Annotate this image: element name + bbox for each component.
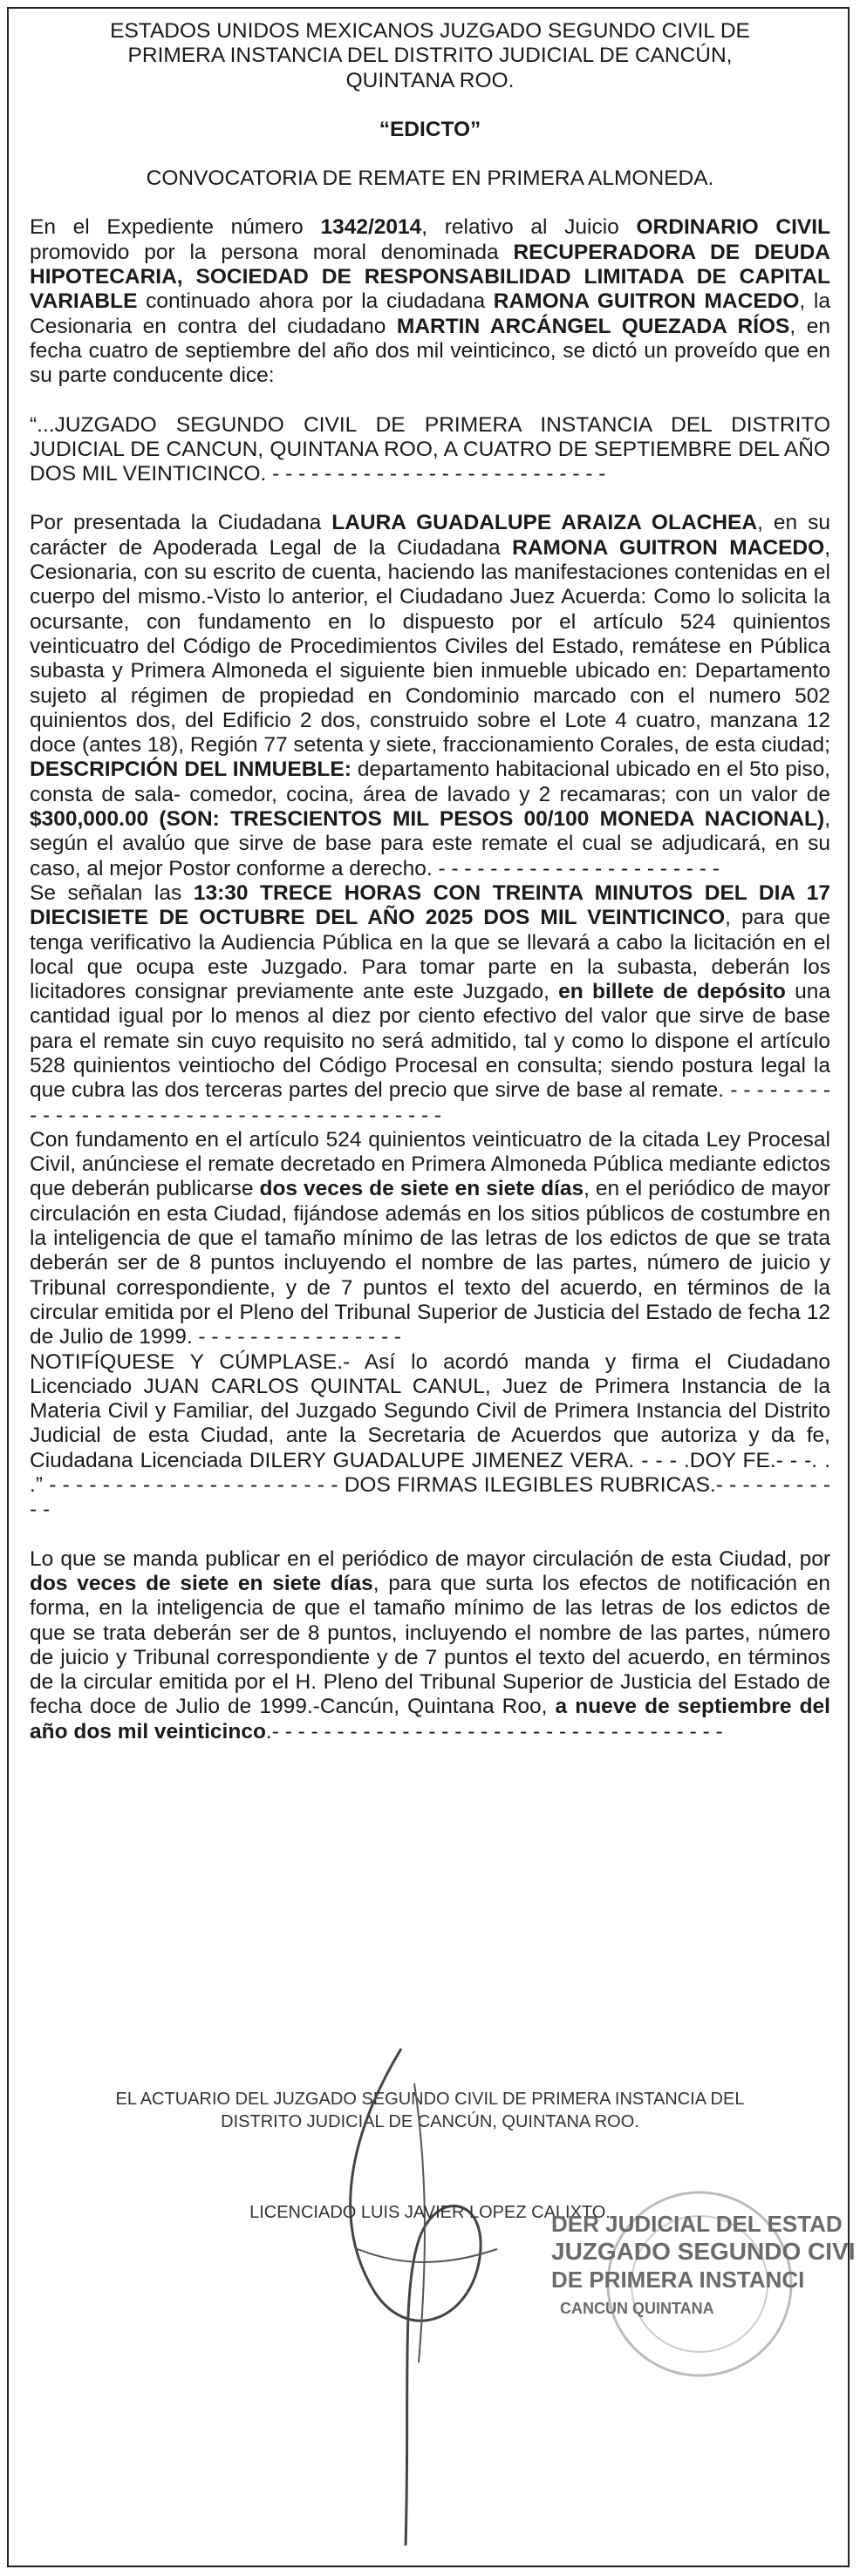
header-line-3: QUINTANA ROO. [345, 68, 515, 92]
actuario-line-2: DISTRITO JUDICIAL DE CANCÚN, QUINTANA ROO. [221, 2112, 639, 2131]
paragraph-publicacion: Con fundamento en el artículo 524 quinientos veinticuatro de la citada Ley Procesal Civil, anúnciese el remate decretado en Primera Almoneda Pública mediante edictos que deberán publicarse dos veces de siete en siete días, en el periódico de mayor circulación en esta Ciudad, fijándose además en los sitios públicos de costumbre en la inteligencia de que el tamaño mínimo de las letras de los edictos de que se trata deberán ser de 8 puntos incluyendo el nombre de las partes, número de juicio y Tribunal correspondiente, y de 7 puntos el texto del acuerdo, en términos de la circular emitida por el Pleno del Tribunal Superior de Justicia del Estado de fecha 12 de Julio de 1999. - - - - - - - - - - - - - - - - [30, 1127, 831, 1349]
edicto-title: “EDICTO” [379, 117, 481, 141]
paragraph-acuerdo: Por presentada la Ciudadana LAURA GUADALUPE ARAIZA OLACHEA, en su carácter de Apoderada Legal de la Ciudadana RAMONA GUITRON MACEDO, Cesionaria, con su escrito de cuenta, haciendo las manifestaciones contenidas en el cuerpo del mismo.-Visto lo anterior, el Ciudadano Juez Acuerda: Como lo solicita la ocursante, con fundamento en lo dispuesto por el artículo 524 quinientos veinticuatro del Código de Procedimientos Civiles del Estado, remátese en Pública subasta y Primera Almoneda el siguiente bien inmueble ubicado en: Departamento sujeto al régimen de propiedad en Condominio marcado con el numero 502 quinientos dos, del Edificio 2 dos, construido sobre el Lote 4 cuatro, manzana 12 doce (antes 18), Región 77 setenta y siete, fraccionamiento Corales, de esta ciudad; DESCRIPCIÓN DEL INMUEBLE: departamento habitacional ubicado en el 5to piso, consta de sala- comedor, cocina, área de lavado y 2 recamaras; con un valor de $300,000.00 (SON: TRESCIENTOS MIL PESOS 00/100 MONEDA NACIONAL), según el avalúo que sirve de base para este remate el cual se adjudicará, en su caso, al mejor Postor conforme a derecho. - - - - - - - - - - - - - - - - - - - - - - [30, 511, 830, 880]
paragraph-fecha-audiencia: Se señalan las 13:30 TRECE HORAS CON TREINTA MINUTOS DEL DIA 17 DIECISIETE DE OCTUBRE DEL AÑO 2025 DOS MIL VEINTICINCO, para que tenga verificativo la Audiencia Pública en la que se llevará a cabo la licitación en el local que ocupa este Juzgado. Para tomar parte en la subasta, deberán los licitadores consignar previamente ante este Juzgado, en billete de depósito una cantidad igual por lo menos al diez por ciento efectivo del valor que sirve de base para el remate sin cuyo requisito no será admitido, tal y como lo dispone el artículo 528 quinientos veintiocho del Código Procesal en consulta; siendo postura legal la que cubra las dos terceras partes del precio que sirve de base al remate. - - - - - - - - - - - - - - - - - - - - - - - - - - - - - - - - - - - - - - - - [30, 880, 831, 1127]
seal-line-1: DER JUDICIAL DEL ESTAD [551, 2211, 843, 2237]
convocatoria-title: CONVOCATORIA DE REMATE EN PRIMERA ALMONEDA. [146, 167, 714, 191]
court-header [30, 19, 830, 93]
paragraph-expediente: En el Expediente número 1342/2014, relativo al Juicio ORDINARIO CIVIL promovido por la persona moral denominada RECUPERADORA DE DEUDA HIPOTECARIA, SOCIEDAD DE RESPONSABILIDAD LIMITADA DE CAPITAL VARIABLE continuado ahora por la ciudadana RAMONA GUITRON MACEDO, la Cesionaria en contra del ciudadano MARTIN ARCÁNGEL QUEZADA RÍOS, en fecha cuatro de septiembre del año dos mil veinticinco, se dictó un proveído que en su parte conducente dice: [30, 215, 831, 388]
edicto-document [30, 19, 830, 1744]
handwritten-signature [297, 2031, 523, 2554]
actuario-name: LICENCIADO LUIS JAVIER LOPEZ CALIXTO. [249, 2203, 611, 2222]
seal-line-3: DE PRIMERA INSTANCI [551, 2267, 805, 2293]
header-line-1: ESTADOS UNIDOS MEXICANOS JUZGADO SEGUNDO CIVIL DE [110, 19, 750, 43]
actuario-line-1: EL ACTUARIO DEL JUZGADO SEGUNDO CIVIL DE PRIMERA INSTANCIA DEL [115, 2090, 745, 2109]
seal-line-4: CANCUN QUINTANA [560, 2300, 714, 2317]
paragraph-notifiquese: NOTIFÍQUESE Y CÚMPLASE.- Así lo acordó manda y firma el Ciudadano Licenciado JUAN CARLOS QUINTAL CANUL, Juez de Primera Instancia de la Materia Civil y Familiar, del Juzgado Segundo Civil de Primera Instancia del Distrito Judicial de esta Ciudad, ante la Secretaria de Acuerdos que autoriza y da fe, Ciudadana Licenciada DILERY GUADALUPE JIMENEZ VERA. - - - .DOY FE.- - -. . .” - - - - - - - - - - - - - - - - - - - - - - DOS FIRMAS ILEGIBLES RUBRICAS.- - - - - - - - - - - [30, 1349, 830, 1522]
paragraph-juzgado: “...JUZGADO SEGUNDO CIVIL DE PRIMERA INSTANCIA DEL DISTRITO JUDICIAL DE CANCUN, QUINTANA ROO, A CUATRO DE SEPTIEMBRE DEL AÑO DOS MIL VEINTICINCO. - - - - - - - - - - - - - - - - - - - - - - - - - - [30, 412, 830, 486]
court-seal-stamp [534, 2188, 856, 2380]
seal-line-2: JUZGADO SEGUNDO CIVI [551, 2238, 856, 2265]
header-line-2: PRIMERA INSTANCIA DEL DISTRITO JUDICIAL DE CANCÚN, [127, 44, 733, 68]
paragraph-mandato: Lo que se manda publicar en el periódico de mayor circulación de esta Ciudad, por dos veces de siete en siete días, para que surta los efectos de notificación en forma, en la inteligencia de que el tamaño mínimo de las letras de los edictos de que se trata deberán ser de 8 puntos, incluyendo el nombre de las partes, número de juicio y Tribunal correspondiente y de 7 puntos el texto del acuerdo, en términos de la circular emitida por el H. Pleno del Tribunal Superior de Justicia del Estado de fecha doce de Julio de 1999.-Cancún, Quintana Roo, a nueve de septiembre del año dos mil veinticinco.- - - - - - - - - - - - - - - - - - - - - - - - - - - - - - - - - - - [30, 1546, 830, 1743]
